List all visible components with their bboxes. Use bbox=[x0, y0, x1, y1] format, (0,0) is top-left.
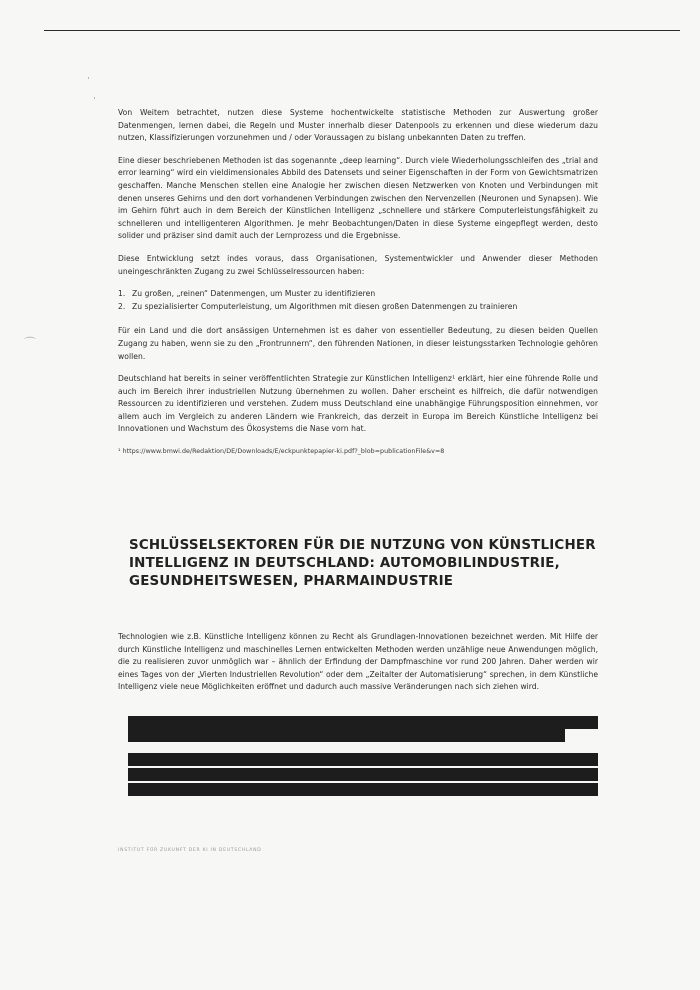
paragraph: Von Weitem betrachtet, nutzen diese Systeme hochentwickelte statistische Methoden zur Auswertung großer Datenmengen, lernen dabei, die Regeln und Muster innerhalb dieser Datenpools zu erkennen und diese wiederum dazu nutzen, Klassifizierungen vorzunehmen und / oder Voraussagen zu bislang unbekannten Daten zu treffen. bbox=[118, 108, 598, 143]
scan-mark: ⌒ bbox=[24, 336, 37, 350]
body-text-upper bbox=[118, 107, 598, 459]
redaction-bar bbox=[128, 768, 598, 781]
redaction-bar bbox=[128, 716, 598, 729]
list-item: 1. Zu großen, „reinen“ Datenmengen, um Muster zu identifizieren bbox=[118, 289, 376, 299]
scan-mark: · bbox=[93, 94, 96, 104]
paragraph: Technologien wie z.B. Künstliche Intelligenz können zu Recht als Grundlagen-Innovationen bezeichnet werden. Mit Hilfe der durch Künstliche Intelligenz und maschinelles Lernen entwickelten Methoden werden unzählige neue Anwendungen möglich, die zu realisieren zuvor unmöglich war – ähnlich der Erfindung der Dampfmaschine vor rund 200 Jahren. Daher werden wir eines Tages von der „Vierten Industriellen Revolution“ oder dem „Zeitalter der Automatisierung“ sprechen, in dem Künstliche Intelligenz viele neue Möglichkeiten eröffnet und dadurch auch massive Veränderungen nach sich ziehen wird. bbox=[118, 632, 598, 692]
section-title: SCHLÜSSELSEKTOREN FÜR DIE NUTZUNG VON KÜNSTLICHER INTELLIGENZ IN DEUTSCHLAND: AUTOMOBILINDUSTRIE, GESUNDHEITSWESEN, PHARMAINDUSTRIE bbox=[129, 538, 596, 589]
paragraph: Deutschland hat bereits in seiner veröffentlichten Strategie zur Künstlichen Intelligenz¹ erklärt, hier eine führende Rolle und auch im Bereich ihrer industriellen Nutzung übernehmen zu wollen. Daher erscheint es hilfreich, die dafür notwendigen Ressourcen zu identifizieren und verstehen. Zudem muss Deutschland eine unabhängige Führungsposition einnehmen, vor allem auch im Vergleich zu anderen Ländern wie Frankreich, das derzeit in Europa im Bereich Künstliche Intelligenz bei Innovationen und Wachstum des Ökosystems die Nase vorn hat. bbox=[118, 374, 598, 434]
resource-list bbox=[118, 288, 598, 313]
scan-mark: · bbox=[87, 74, 90, 84]
redaction-bar bbox=[128, 753, 598, 766]
paragraph: Diese Entwicklung setzt indes voraus, dass Organisationen, Systementwickler und Anwender dieser Methoden uneingeschränkten Zugang zu zwei Schlüsselressourcen haben: bbox=[118, 253, 598, 276]
footnote: ¹ https://www.bmwi.de/Redaktion/DE/Downloads/E/eckpunktepapier-ki.pdf?_blob=publicationFile&v=8 bbox=[118, 448, 445, 456]
redaction-bar bbox=[128, 729, 565, 742]
top-rule bbox=[44, 30, 680, 31]
body-text-lower bbox=[118, 631, 598, 694]
list-item: 2. Zu spezialisierter Computerleistung, um Algorithmen mit diesen großen Datenmengen zu trainieren bbox=[118, 301, 518, 311]
page-footer: INSTITUT FÜR ZUKUNFT DER KI IN DEUTSCHLAND bbox=[118, 848, 262, 853]
paragraph: Eine dieser beschriebenen Methoden ist das sogenannte „deep learning“. Durch viele Wiederholungsschleifen des „trial and error learning“ wird ein vieldimensionales Abbild des Datensets und seiner Eigenschaften in der Form von Gewichtsmatrizen geschaffen. Manche Menschen stellen eine Analogie her zwischen diesen Netzwerken von Knoten und Verbindungen mit denen unseres Gehirns und den dort vorhandenen Verbindungen zwischen den Nervenzellen (Neuronen und Synapsen). Wie im Gehirn führt auch in dem Bereich der Künstlichen Intelligenz „schnellere und stärkere Computerleistungsfähigkeit zu schnelleren und intelligenteren Algorithmen. Je mehr Beobachtungen/Daten in diese Systeme eingepflegt werden, desto solider und präziser sind damit auch der Lernprozess und die Ergebnisse. bbox=[118, 155, 598, 241]
paragraph: Für ein Land und die dort ansässigen Unternehmen ist es daher von essentieller Bedeutung, zu diesen beiden Quellen Zugang zu haben, wenn sie zu den „Frontrunnern“, den führenden Nationen, in dieser leistungsstarken Technologie gehören wollen. bbox=[118, 326, 598, 361]
redaction-bar bbox=[128, 783, 598, 796]
